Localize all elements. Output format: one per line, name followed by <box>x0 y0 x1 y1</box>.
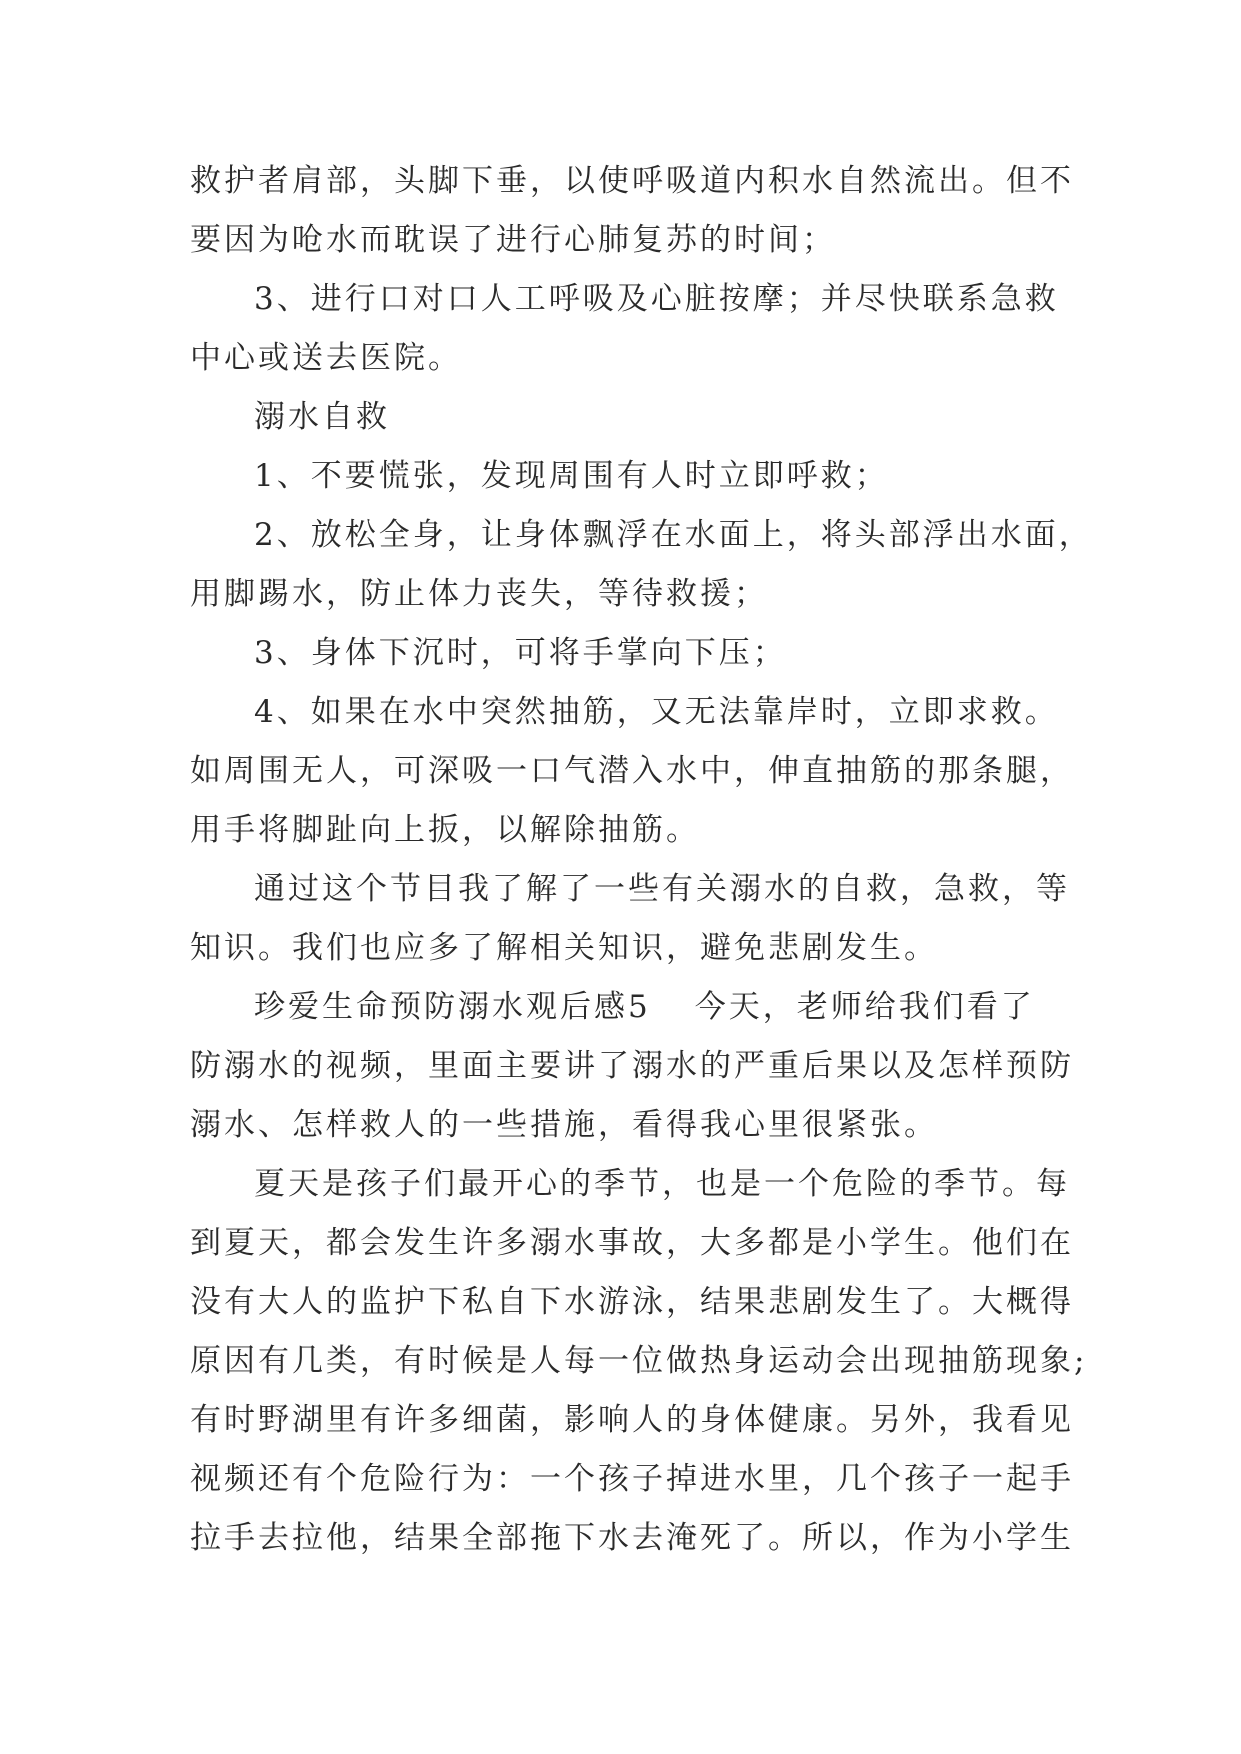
text-line: 夏天是孩子们最开心的季节，也是一个危险的季节。每 <box>254 1166 1070 1202</box>
text-line: 救护者肩部，头脚下垂，以使呼吸道内积水自然流出。但不 <box>190 163 1074 199</box>
text-line: 原因有几类，有时候是人每一位做热身运动会出现抽筋现象; <box>190 1343 1088 1379</box>
essay-title: 珍爱生命预防溺水观后感5 <box>254 989 651 1025</box>
text-line: 有时野湖里有许多细菌，影响人的身体健康。另外，我看见 <box>190 1402 1074 1438</box>
text-line: 如周围无人，可深吸一口气潜入水中，伸直抽筋的那条腿， <box>190 753 1074 789</box>
text-line: 用手将脚趾向上扳，以解除抽筋。 <box>190 812 700 848</box>
text-line: 知识。我们也应多了解相关知识，避免悲剧发生。 <box>190 930 938 966</box>
text-line: 要因为呛水而耽误了进行心肺复苏的时间； <box>190 222 836 258</box>
text-segment: 今天，老师给我们看了 <box>694 989 1035 1025</box>
text-line: 1、不要慌张，发现周围有人时立即呼救； <box>254 458 889 494</box>
section-heading: 溺水自救 <box>254 399 390 435</box>
text-line: 中心或送去医院。 <box>190 340 462 376</box>
text-line: 没有大人的监护下私自下水游泳，结果悲剧发生了。大概得 <box>190 1284 1074 1320</box>
text-line: 2、放松全身，让身体飘浮在水面上，将头部浮出水面， <box>254 517 1093 553</box>
text-line: 防溺水的视频，里面主要讲了溺水的严重后果以及怎样预防 <box>190 1048 1074 1084</box>
text-line: 4、如果在水中突然抽筋，又无法靠岸时，立即求救。 <box>254 694 1059 730</box>
document-body <box>190 152 1093 1568</box>
text-line: 用脚踢水，防止体力丧失，等待救援； <box>190 576 768 612</box>
text-line <box>190 978 1055 1037</box>
text-line: 3、进行口对口人工呼吸及心脏按摩；并尽快联系急救 <box>254 281 1059 317</box>
text-line: 溺水、怎样救人的一些措施，看得我心里很紧张。 <box>190 1107 938 1143</box>
text-line: 到夏天，都会发生许多溺水事故，大多都是小学生。他们在 <box>190 1225 1074 1261</box>
text-line: 视频还有个危险行为：一个孩子掉进水里，几个孩子一起手 <box>190 1461 1074 1497</box>
text-line: 拉手去拉他，结果全部拖下水去淹死了。所以，作为小学生 <box>190 1520 1074 1556</box>
text-line: 3、身体下沉时，可将手掌向下压； <box>254 635 787 671</box>
text-line: 通过这个节目我了解了一些有关溺水的自救，急救，等 <box>254 871 1070 907</box>
